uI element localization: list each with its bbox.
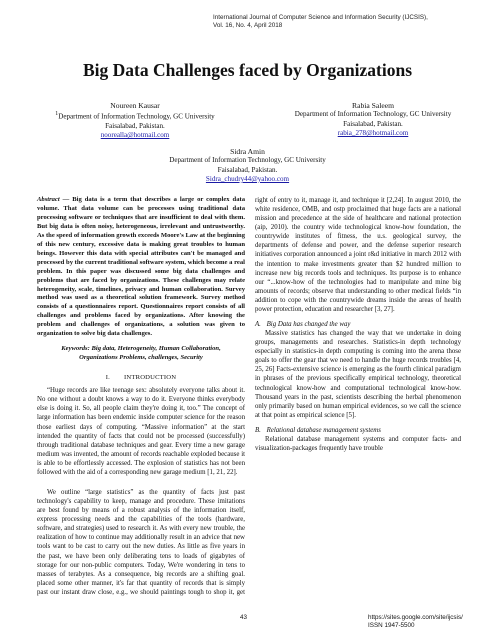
author-email-link[interactable]: rabia_278@hotmail.com (337, 128, 409, 137)
intro-paragraph-2: We outline “large statistics” as the quantity of facts just past technology's capability to keep, manage and procedure. These imitations are best found by means of a robust analysis of the information itself, express processing needs and the capabilities of the tools (hardware, software, and strategies) used to research it. As with every new trouble, the realization of how to continue may additionally result in an advice that new tools want to be cast to carry out the new duties. As little as five years in the past, we have been only deliberating tens to loads of gigabytes of storage for our non-public computers. Today, We're wondering in tens to masses of terabytes. As a consequence, big records are a shifting goal. placed some other manner, it's far that quantity of records that is simply past our instant draw close, e.g., we should paintings tough to shop it, get (37, 489, 245, 596)
page-number: 43 (240, 614, 248, 621)
author-city: Faisalabad, Pakistan. (217, 165, 278, 174)
author-block-2 (268, 101, 478, 138)
journal-header (213, 14, 473, 30)
abstract-label: Abstract (37, 196, 60, 203)
footer-info (368, 614, 463, 630)
journal-url-link[interactable]: https://sites.google.com/site/ijcsis/ (368, 614, 463, 621)
abstract: Abstract — Big data is a term that describes a large or complex data volume. That data volume can be processes using traditional data processing software or techniques that are insufficient to deal with them. But big data is often noisy, heterogeneous, irrelevant and untrustworthy. As the speed of information growth exceeds Moore's Law at the beginning of this new century, excessive data is making great troubles to human beings. However this data with special attributes can't be managed and processed by the current traditional software system, which become a real problem. In this paper was discussed some big data challenges and problems that are faced by organizations. These challenges may relate heterogeneity, scale, timelines, privacy and human collaboration. Survey method was used as a theoretical solution framework. Survey method consists of a questionnaires report. Questionnaires report consists of all challenges and problems faced by organizations. After knowing the problem and challenges of organizations, a solution was given to organization to solve big data challenges. (37, 196, 246, 338)
author-block-3 (130, 147, 365, 184)
keywords: Keywords: Big data, Heterogeneity, Human Collaboration, Organizations Problems, challenges, Security (61, 345, 221, 362)
author-name: Rabia Saleem (352, 101, 394, 110)
issn: ISSN 1947-5500 (368, 622, 415, 629)
subsection-a-text: Massive statistics has changed the way that we undertake in doing groups, managements and researches. Statistics-in depth technology especially in statistics-in depth computing is coming into the arena those goals to offer the gear that we need to handle the huge records troubles [4, 25, 26] Facts-extensive science is emerging as the fourth clinical paradigm in phrases of the previous specifically empirical technology, theoretical technological know-how and computational technological know-how. Thousand years in the past, scientists describing the herbal phenomenon only primarily based on human empirical evidences, so we call the science at that point as empirical science [5]. (255, 330, 461, 419)
left-column (37, 196, 245, 597)
author-email-link[interactable]: Sidra_chudry44@yahoo.com (205, 174, 290, 183)
section-heading-introduction: I. INTRODUCTION (105, 374, 177, 382)
author-name: Noureen Kausar (110, 101, 160, 110)
author-block-1 (30, 101, 240, 141)
author-affiliation: Department of Information Technology, GC University (294, 110, 452, 119)
author-affiliation: $^1$Department of Information Technology, GC University (55, 111, 215, 121)
abstract-text: Big data is a term that describes a large or complex data volume. That data volume can be processes using traditional data processing software or techniques that are insufficient to deal with them. But big data is often noisy, heterogeneous, irrelevant and untrustworthy. As the speed of information growth exceeds Moore's Law at the beginning of this new century, excessive data is making great troubles to human beings. However this data with special attributes can't be managed and processed by the current traditional software system, which become a real problem. In this paper was discussed some big data challenges and problems that are faced by organizations. These challenges may relate heterogeneity, scale, timelines, privacy and human collaboration. Survey method was used as a theoretical solution framework. Survey method consists of a questionnaires report. Questionnaires report consists of all challenges and problems faced by organizations. After knowing the problem and challenges of organizations, a solution was given to organization to solve big data challenges. (37, 196, 246, 338)
paper-title: Big Data Challenges faced by Organizations (82, 60, 413, 80)
journal-name: International Journal of Computer Science and Information Security (IJCSIS), (213, 14, 428, 21)
subsection-heading-b: B. Relational database management systems (255, 426, 381, 434)
author-affiliation: Department of Information Technology, GC University (169, 156, 326, 165)
subsection-heading-a: A. Big Data has changed the way (255, 321, 351, 329)
journal-volume: Vol. 16, No. 4, April 2018 (213, 22, 283, 29)
author-city: Faisalabad, Pakistan. (343, 119, 403, 128)
intro-paragraph-2-continued: right of entry to it, manage it, and technique it [2,24]. In august 2010, the white residence, OMB, and ostp proclaimed that huge facts are a national mission and precedence at the side of healthcare and national protection (aip, 2010). the country wide technological know-how foundation, the countrywide institutes of fitness, the u.s. geological survey, the departments of defense and power, and the defense superior research initiatives corporation announced a joint r&d initiative in march 2012 with the intention to make investments greater than $2 hundred million to increase new big records tools and techniques. Its purpose is to enhance our “...know-how of the technologies had to manipulate and mine big amounts of records; observe that understanding to other medical fields “in addition to cope with the countrywide dreams inside the areas of health power protection, education and researcher [3, 27]. (255, 197, 461, 313)
right-column (255, 196, 461, 453)
intro-paragraph-1: “Huge records are like teenage sex: absolutely everyone talks about it. No one without a doubt knows a way to do it. Everyone thinks everybody else is doing it. So, all people claim they're doing it, too.” The concept of large information has been endemic inside computer science for the reason those earliest days of computing. “Massive information” at the start intended the quantity of facts that could not be processed (successfully) through traditional database techniques and gear. Every time a new garage medium was invented, the amount of records reachable exploded because it is able to be effortlessly accessed. The explosion of statistics has not been followed with the aid of a corresponding new garage medium [1, 21, 22]. (37, 387, 245, 476)
subsection-b-text: Relational database management systems and computer facts- and visualization-packages frequently have trouble (255, 435, 461, 453)
author-city: Faisalabad, Pakistan. (105, 121, 165, 130)
author-email-link[interactable]: noorealla@hotmail.com (100, 131, 170, 140)
author-name: Sidra Amin (230, 147, 265, 156)
affiliation-superscript: 1 (55, 111, 59, 118)
